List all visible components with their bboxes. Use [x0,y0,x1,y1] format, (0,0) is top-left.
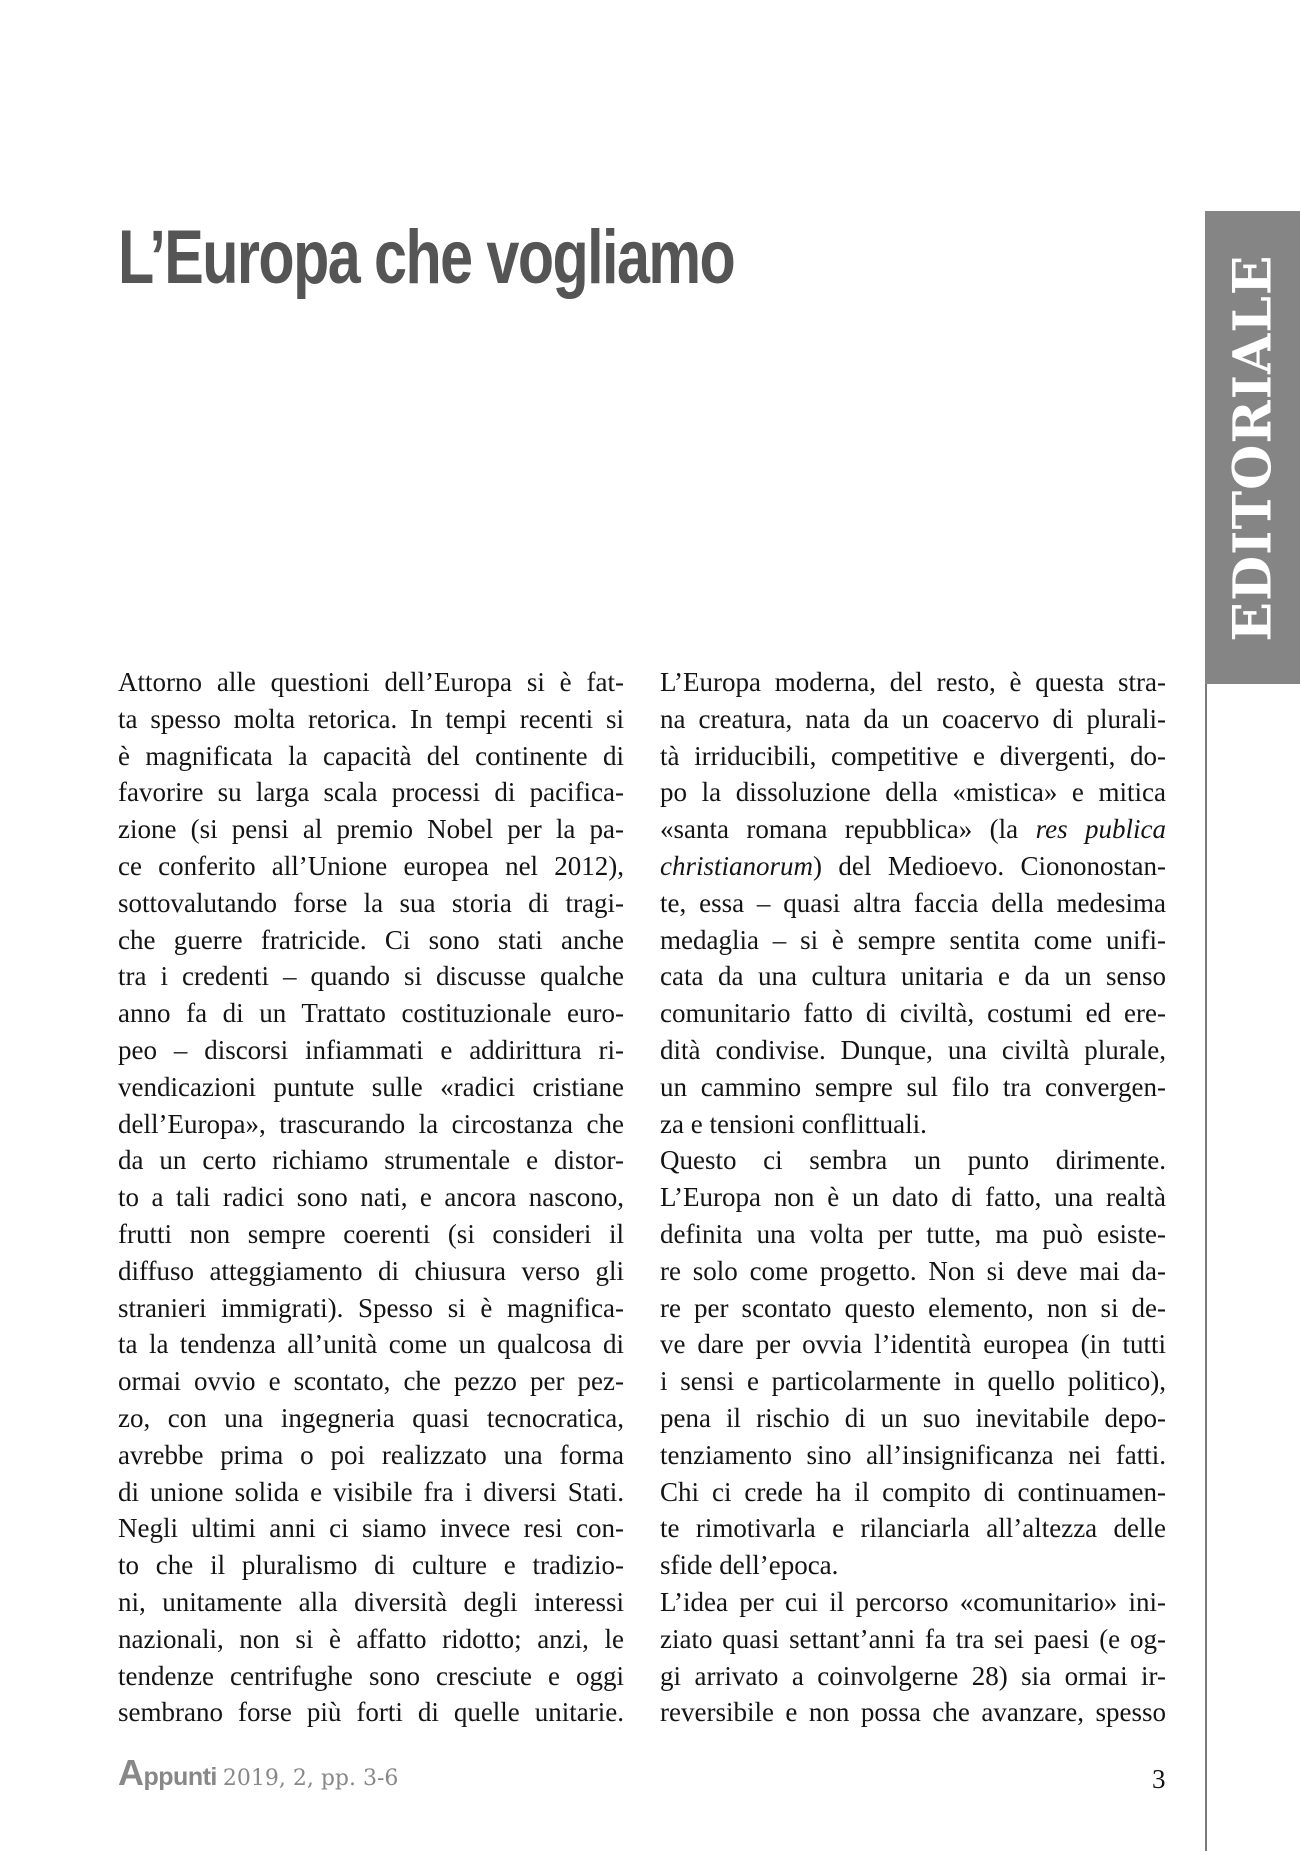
text-line: to a tali radici sono nati, e ancora nascono, [118,1182,624,1213]
text-line: un cammino sempre sul filo tra convergen- [660,1071,1166,1102]
text-line: ni, unitamente alla diversità degli interessi [118,1586,624,1617]
journal-name-rest: ppunti [143,1763,217,1791]
text-line: na creatura, nata da un coacervo di plurali- [660,703,1166,734]
text-line: avrebbe prima o poi realizzato una forma [118,1439,624,1470]
citation-details: 2019, 2, pp. 3-6 [222,1766,399,1791]
text-line: Chi ci crede ha il compito di continuamen- [660,1476,1166,1507]
text-line: tà irriducibili, competitive e divergenti, do- [660,740,1166,771]
text-line: che guerre fratricide. Ci sono stati anche [118,924,624,955]
text-line: è magnificata la capacità del continente di [118,740,624,771]
text-line: dità condivise. Dunque, una civiltà plurale, [660,1034,1166,1065]
text-line: re per scontato questo elemento, non si de- [660,1292,1166,1323]
section-tab [1205,211,1300,684]
text-line: ta spesso molta retorica. In tempi recenti si [118,703,624,734]
text-line: gi arrivato a coinvolgerne 28) sia ormai ir- [660,1660,1166,1691]
text-line: ve dare per ovvia l’identità europea (in tutti [660,1329,1166,1360]
text-line: Negli ultimi anni ci siamo invece resi con- [118,1513,624,1544]
text-line: zo, con una ingegneria quasi tecnocratica, [118,1402,624,1433]
text-run: «santa romana repubblica» (la [660,814,1036,845]
text-line: te rimotivarla e rilanciarla all’altezza delle [660,1513,1166,1544]
text-line: pena il rischio di un suo inevitabile depo- [660,1402,1166,1433]
text-line: Attorno alle questioni dell’Europa si è fat- [118,667,624,697]
text-run: ) del Medioevo. Ciononostan- [813,850,1166,881]
text-line: Questo ci sembra un punto dirimente. [660,1145,1166,1176]
text-line: da un certo richiamo strumentale e distor- [118,1145,624,1176]
text-line: te, essa – quasi altra faccia della medesima [660,887,1166,918]
text-line: favorire su larga scala processi di pacifica- [118,777,624,808]
text-line: tra i credenti – quando si discusse qualche [118,961,624,992]
text-line: frutti non sempre coerenti (si consideri il [118,1218,624,1249]
text-line: ce conferito all’Unione europea nel 2012), [118,850,624,881]
text-line: cata da una cultura unitaria e da un senso [660,961,1166,992]
page-number: 3 [1152,1764,1166,1794]
text-line: ormai ovvio e scontato, che pezzo per pez- [118,1366,624,1397]
text-line: sembrano forse più forti di quelle unitarie. [118,1697,624,1728]
text-line: di unione solida e visibile fra i diversi Stati. [118,1476,624,1507]
section-tab-label: EDITORIALE [1222,253,1283,642]
page-edge-rule [1205,684,1207,1851]
text-line: za e tensioni conflittuali. [660,1108,927,1139]
text-line: medaglia – si è sempre sentita come unifi- [660,924,1166,955]
text-line: tenziamento sino all’insignificanza nei fatti. [660,1439,1166,1470]
text-line: sfide dell’epoca. [660,1550,839,1581]
text-line: peo – discorsi infiammati e addirittura ri- [118,1034,624,1065]
text-line: reversibile e non possa che avanzare, spesso [660,1697,1166,1728]
text-line: definita una volta per tutte, ma può esiste- [660,1218,1166,1249]
text-line [660,811,1166,848]
left-column [118,664,624,1731]
text-line: comunitario fatto di civiltà, costumi ed ere- [660,998,1166,1029]
text-line: sottovalutando forse la sua storia di tragi- [118,887,624,918]
text-line: po la dissoluzione della «mistica» e mitica [660,777,1166,808]
text-line: L’idea per cui il percorso «comunitario» ini- [660,1586,1166,1617]
italic-phrase: res publica [1035,814,1167,845]
text-line: i sensi e particolarmente in quello politico), [660,1366,1166,1397]
text-line [660,848,1166,885]
text-line: vendicazioni puntute sulle «radici cristiane [118,1071,624,1102]
article-title: L’Europa che vogliamo [118,215,735,300]
journal-name [118,1752,217,1793]
text-line: tendenze centrifughe sono cresciute e oggi [118,1660,624,1691]
text-line: anno fa di un Trattato costituzionale euro- [118,998,624,1029]
journal-initial: A [118,1752,144,1793]
text-line: nazionali, non si è affatto ridotto; anzi, le [118,1623,624,1654]
text-line: diffuso atteggiamento di chiusura verso gli [118,1255,624,1286]
italic-phrase: christianorum [660,850,814,881]
journal-citation [118,1752,398,1794]
text-line: dell’Europa», trascurando la circostanza che [118,1108,624,1139]
text-line: ta la tendenza all’unità come un qualcosa di [118,1329,624,1360]
text-line: ziato quasi settant’anni fa tra sei paesi (e og- [660,1623,1166,1654]
text-line: L’Europa moderna, del resto, è questa stra- [660,667,1166,697]
text-line: stranieri immigrati). Spesso si è magnifica- [118,1292,624,1323]
text-line: re solo come progetto. Non si deve mai da- [660,1255,1166,1286]
text-line: L’Europa non è un dato di fatto, una realtà [660,1182,1166,1213]
text-line: zione (si pensi al premio Nobel per la pa- [118,814,624,845]
text-line: to che il pluralismo di culture e tradizio- [118,1550,624,1581]
right-column [660,664,1166,1731]
